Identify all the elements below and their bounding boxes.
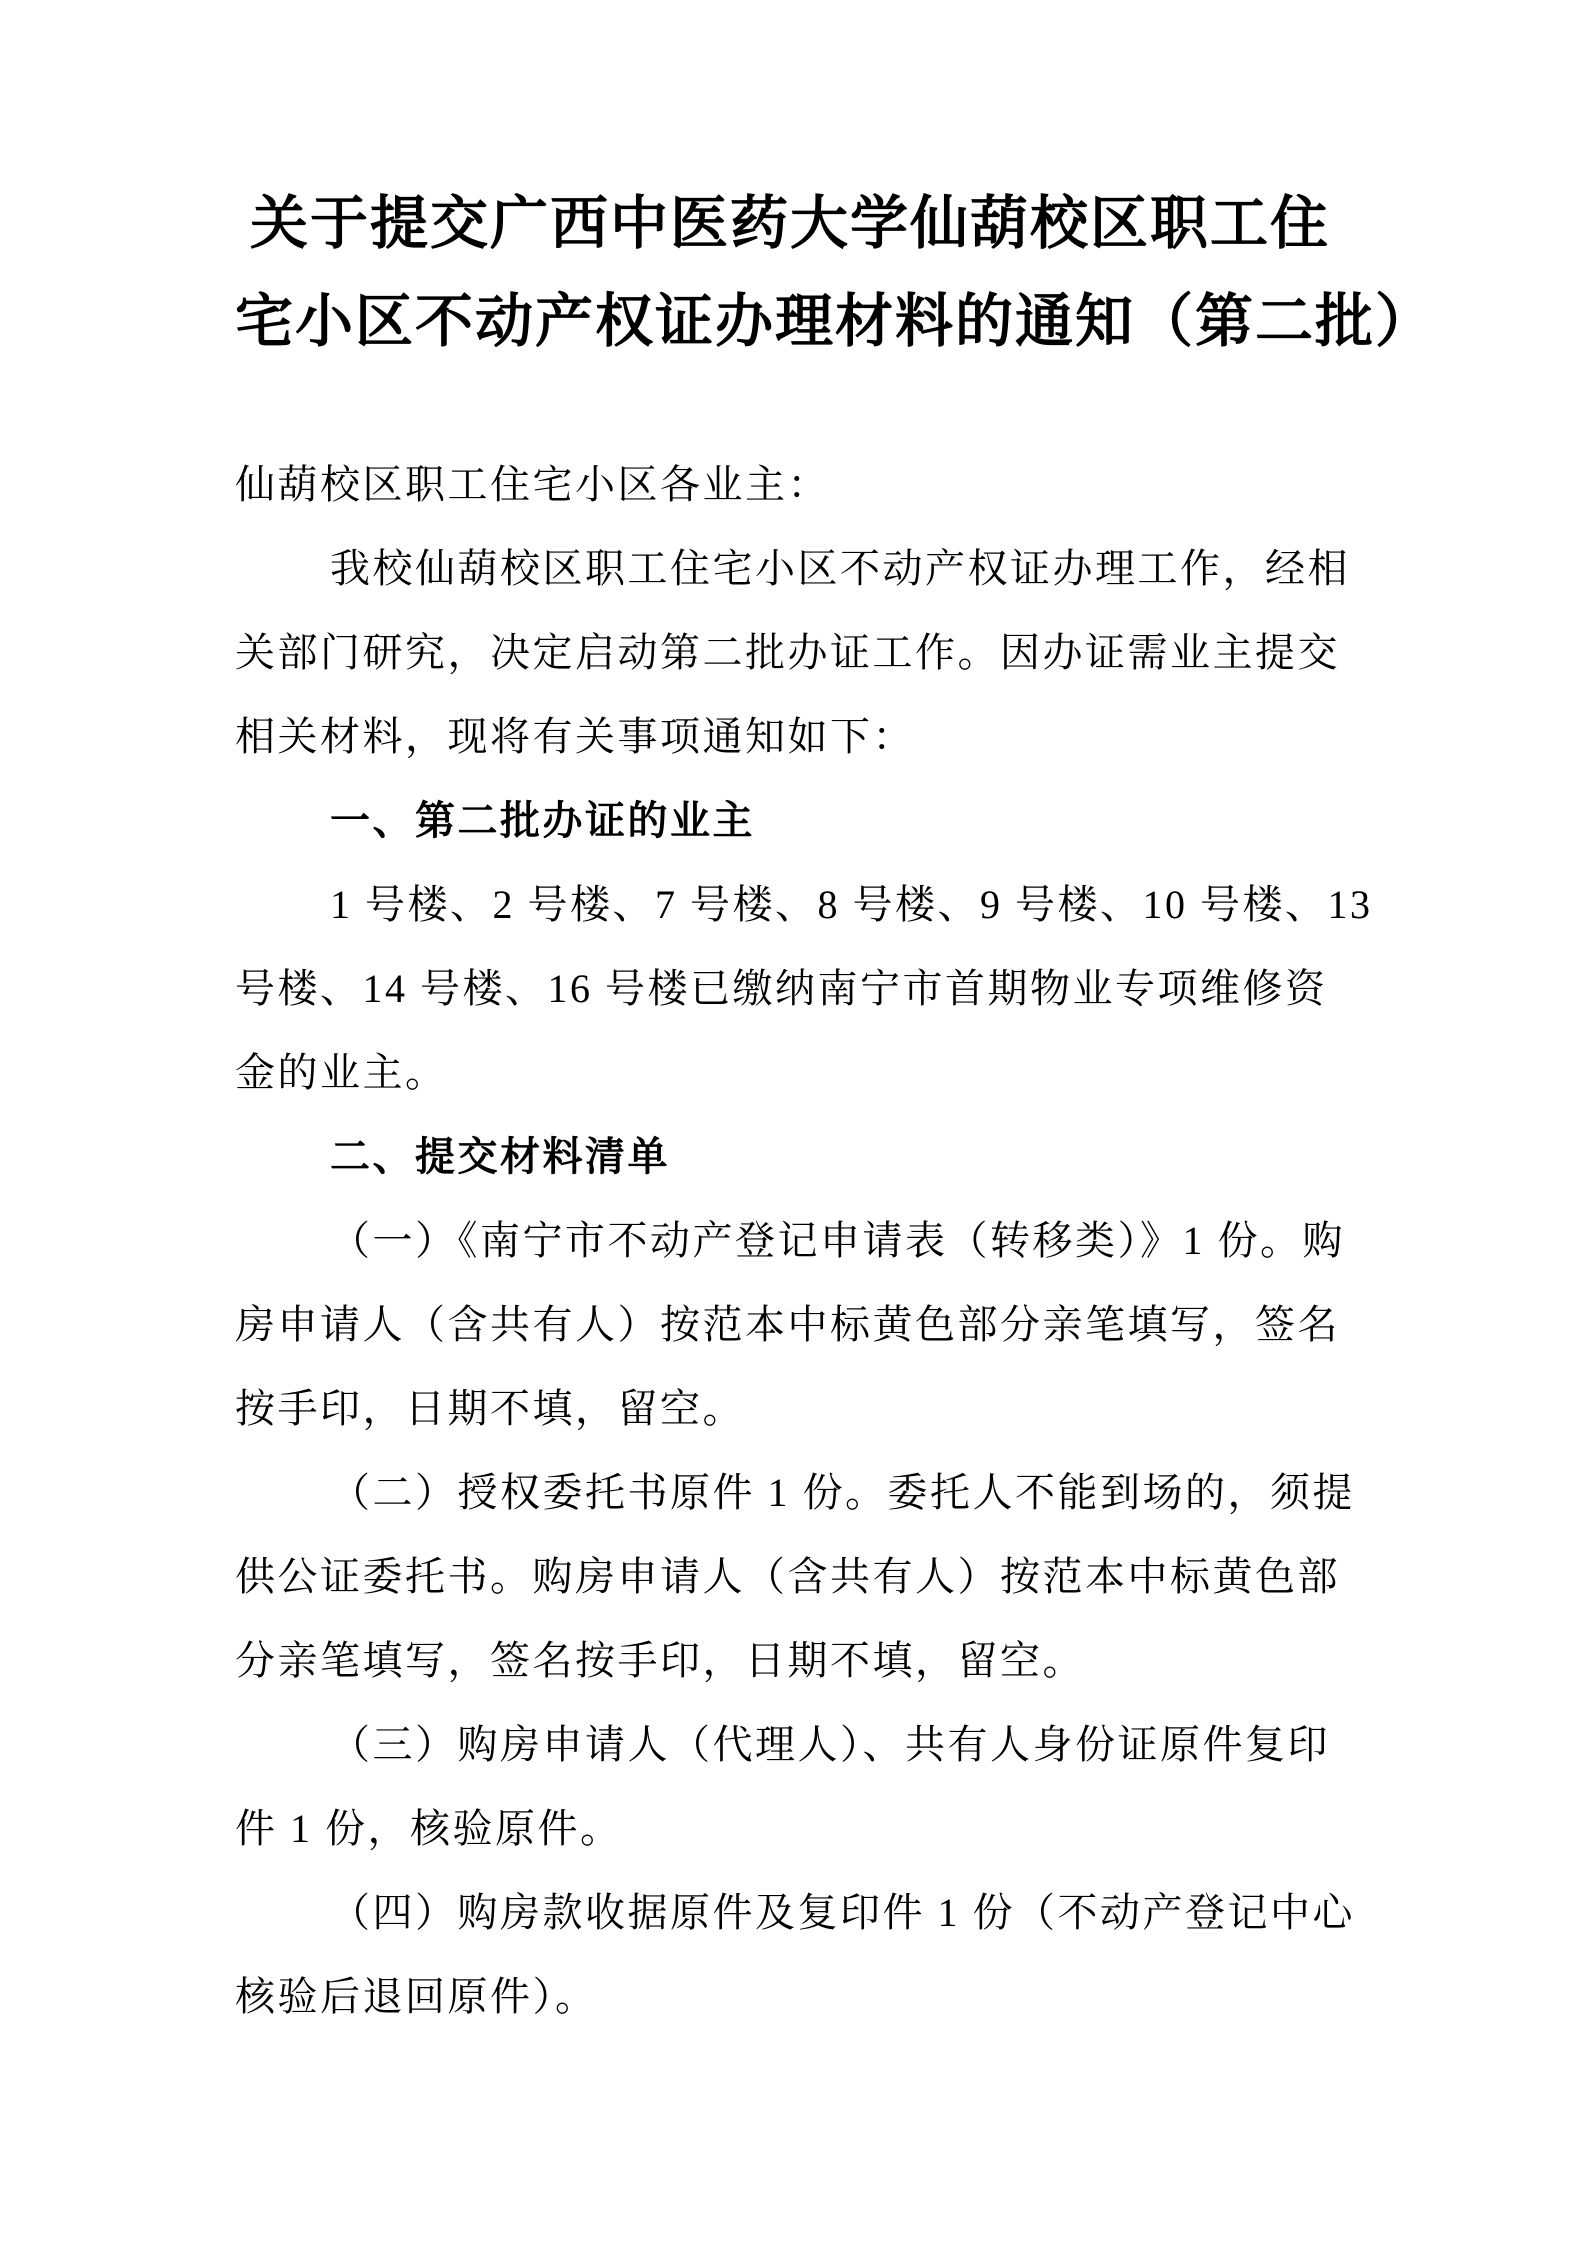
item-3-paragraph-line-2: 件 1 份，核验原件。 [235,1806,623,1851]
document-title-line-2: 宅小区不动产权证办理材料的通知（第二批） [235,289,1436,354]
section-1-paragraph-line-2: 号楼、14 号楼、16 号楼已缴纳南宁市首期物业专项维修资 [235,966,1328,1011]
salutation-line-1: 仙葫校区职工住宅小区各业主： [235,462,830,507]
item-1-paragraph-line-3: 按手印，日期不填，留空。 [235,1386,745,1431]
item-4-paragraph-line-2: 核验后退回原件）。 [235,1974,598,2019]
item-2-paragraph-line-3: 分亲笔填写，签名按手印，日期不填，留空。 [235,1638,1085,1683]
item-3-paragraph-line-1: （三）购房申请人（代理人）、共有人身份证原件复印 [330,1722,1330,1767]
section-1-paragraph-line-3: 金的业主。 [235,1050,448,1095]
intro-paragraph-line-1: 我校仙葫校区职工住宅小区不动产权证办理工作，经相 [330,546,1350,591]
section-1-heading-line-1: 一、第二批办证的业主 [330,798,755,843]
item-1-paragraph-line-2: 房申请人（含共有人）按范本中标黄色部分亲笔填写，签名 [235,1302,1340,1347]
section-2-heading-line-1: 二、提交材料清单 [330,1134,670,1179]
document-body [235,443,1373,2039]
item-4-paragraph-line-1: （四）购房款收据原件及复印件 1 份（不动产登记中心 [330,1890,1355,1935]
intro-paragraph-line-2: 关部门研究，决定启动第二批办证工作。因办证需业主提交 [235,630,1340,675]
item-1-paragraph-line-1: （一）《南宁市不动产登记申请表（转移类）》1 份。购 [330,1218,1345,1263]
item-2-paragraph-line-1: （二）授权委托书原件 1 份。委托人不能到场的，须提 [330,1470,1355,1515]
item-2-paragraph-line-2: 供公证委托书。购房申请人（含共有人）按范本中标黄色部 [235,1554,1340,1599]
document-title [235,175,1436,371]
section-1-paragraph-line-1: 1 号楼、2 号楼、7 号楼、8 号楼、9 号楼、10 号楼、13 [330,882,1373,927]
intro-paragraph-line-3: 相关材料，现将有关事项通知如下： [235,714,915,759]
document-title-line-1: 关于提交广西中医药大学仙葫校区职工住 [249,191,1330,256]
